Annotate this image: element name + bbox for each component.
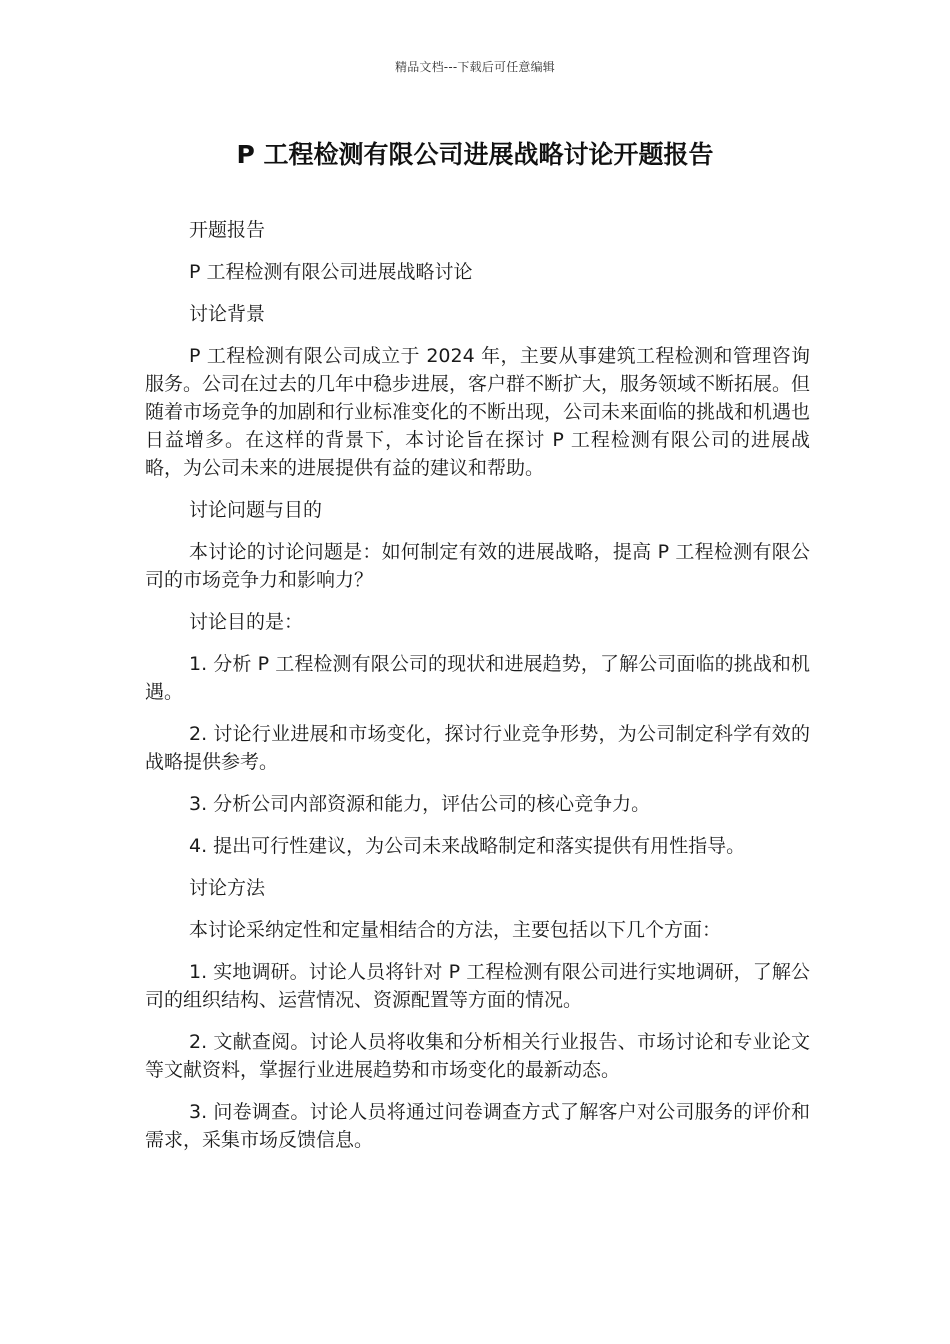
heading-topic: P 工程检测有限公司进展战略讨论	[189, 261, 473, 283]
list-item-purpose-2: 2. 讨论行业进展和市场变化，探讨行业竞争形势，为公司制定科学有效的战略提供参考。	[145, 723, 810, 773]
list-item-purpose-4: 4. 提出可行性建议，为公司未来战略制定和落实提供有用性指导。	[189, 835, 746, 857]
heading-background: 讨论背景	[189, 303, 266, 325]
list-item-method-3: 3. 问卷调查。讨论人员将通过问卷调查方式了解客户对公司服务的评价和需求，采集市场反馈信息。	[145, 1101, 810, 1151]
document-body	[145, 216, 810, 1168]
list-item-method-2: 2. 文献查阅。讨论人员将收集和分析相关行业报告、市场讨论和专业论文等文献资料，掌握行业进展趋势和市场变化的最新动态。	[145, 1031, 810, 1081]
paragraph-question: 本讨论的讨论问题是：如何制定有效的进展战略，提高 P 工程检测有限公司的市场竞争力和影响力？	[145, 541, 810, 591]
paragraph-purpose-intro: 讨论目的是：	[189, 611, 304, 633]
document-title: P 工程检测有限公司进展战略讨论开题报告	[236, 140, 714, 169]
heading-report: 开题报告	[189, 219, 266, 241]
list-item-method-1: 1. 实地调研。讨论人员将针对 P 工程检测有限公司进行实地调研，了解公司的组织结构、运营情况、资源配置等方面的情况。	[145, 961, 810, 1011]
paragraph-background: P 工程检测有限公司成立于 2024 年，主要从事建筑工程检测和管理咨询服务。公司在过去的几年中稳步进展，客户群不断扩大，服务领域不断拓展。但随着市场竞争的加剧和行业标准变化的不断出现，公司未来面临的挑战和机遇也日益增多。在这样的背景下，本讨论旨在探讨 P 工程检测有限公司的进展战略，为公司未来的进展提供有益的建议和帮助。	[145, 345, 811, 479]
header-note: 精品文档---下载后可任意编辑	[395, 60, 555, 74]
heading-method: 讨论方法	[189, 877, 266, 899]
list-item-purpose-3: 3. 分析公司内部资源和能力，评估公司的核心竞争力。	[189, 793, 651, 815]
heading-question-purpose: 讨论问题与目的	[189, 499, 323, 521]
paragraph-method-intro: 本讨论采纳定性和定量相结合的方法，主要包括以下几个方面：	[189, 919, 722, 941]
list-item-purpose-1: 1. 分析 P 工程检测有限公司的现状和进展趋势，了解公司面临的挑战和机遇。	[145, 653, 810, 703]
